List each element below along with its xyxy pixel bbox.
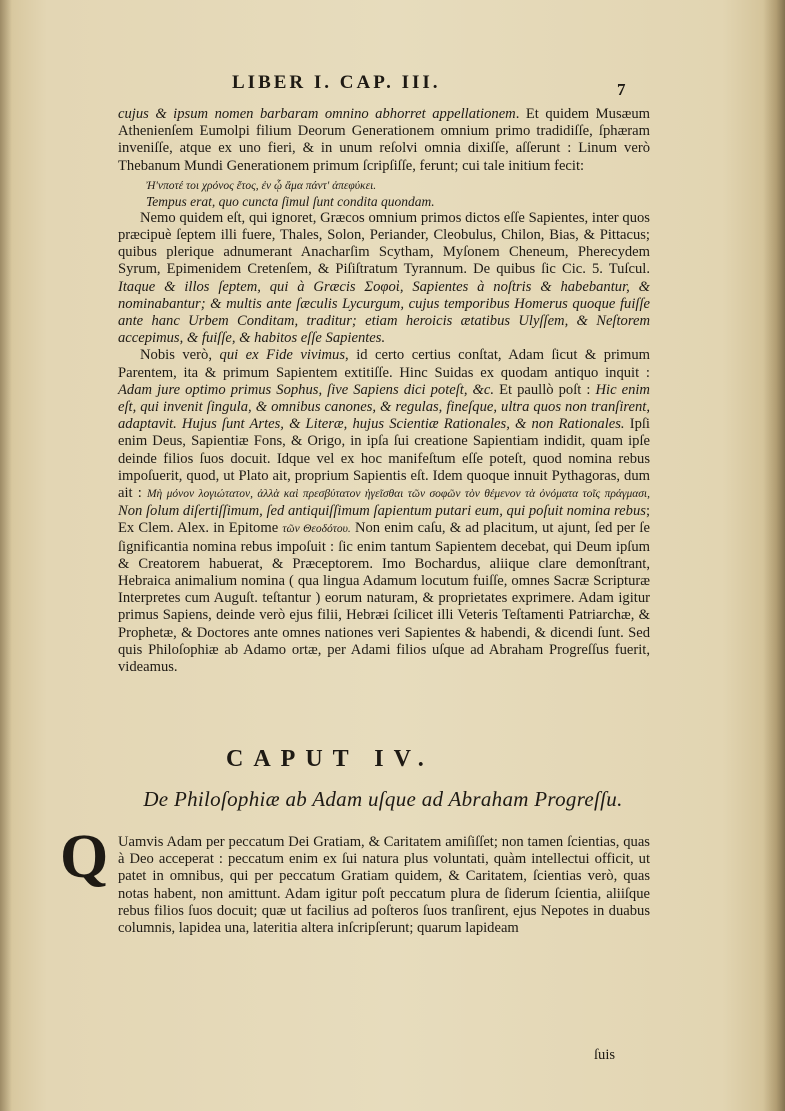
p3-text-a: Nobis verò, xyxy=(140,347,212,364)
theodotus-greek: τῶν Θεοδότου. xyxy=(282,523,351,536)
paragraph-2-text: Nemo quidem eſt, qui ignoret, Græcos omnium primos dictos eſſe Sapientes, inter quos præcipuè ſeptem illi fuere, Thales, Solon, Periander, Cleobulus, Chilon, Bias, & Pittacus; quibus plerique adnumerant Anacharſim Scytham, Myſonem Cheneum, Pherecydem Syrum, Epimenidem Cretenſem, & Piſiſtratum Tyrannum. De quibus ſic Cic. 5. Tuſcul. xyxy=(118,209,650,278)
p3-text-g: Ipſi enim Deus, Sapientiæ Fons, & Origo, in ipſa ſui creatione Sapientiam indidit, quam ipſe deinde filios ſuos docuit. Idque vel ex hoc manifeſtum eſſe poteſt, quod nomina rebus impoſuerit, quod, ut Plato ait, proprium Sapientis eſt. Idem quoque innuit Pythagoras, dum ait : xyxy=(118,416,650,502)
cicero-quote: Itaque & illos ſeptem, qui à Græcis Σοφοὶ, Sapientes à noſtris & habebantur, & nominabantur; & multis ante ſæculis Lycurgum, cujus temporibus Homerus quoque fuiſſe ante hanc Urbem Conditam, traditur; etiam heroicis ætatibus Ulyſſem, & Neſtorem accepimus, & fuiſſe, & habitos eſſe Sapientes. xyxy=(118,278,650,347)
chapter-body xyxy=(118,834,650,937)
p3-text-c: , id certo certius conſtat, Adam ſicut & primum Parentem, ita & primum Sapientem extitiſſe. Hinc Suidas ex quodam antiquo inquit : xyxy=(118,347,650,381)
page-number: 7 xyxy=(617,80,626,99)
chapter-subtitle: De Philoſophiæ ab Adam uſque ad Abraham Progreſſu. xyxy=(143,787,623,811)
p3-text-j: Non enim caſu, & ad placitum, ut ajunt, ſed per ſe ſignificantia nomina rebus impoſuit : ſic enim tantum Sapientem decebat, qui Deum ipſum & Creatorem habuerat, & Præceptorem. Imo Bochardus, aliique clare demonſtrant, Hebraica animalium nomina ( qua lingua Adamum locutum fuiſſe, omnes Sacræ Scripturæ Interpretes cum Auguſt. teſtantur ) eorum naturam, & proprietates exprimere. Adam igitur primus Sapiens, deinde verò ejus filii, Hebræi ſcilicet illi Veteris Teſtamenti Patriarchæ, & Prophetæ, & Doctores ante omnes nationes veri Sapientes & habendi, & dicendi ſunt. Sed quis Philoſophiæ ab Adamo ortæ, per Adami filios uſque ad Abraham Progreſſus fuerit, videamus. xyxy=(118,520,650,676)
chapter-heading: CAPUT IV. xyxy=(226,746,434,772)
pythagoras-greek: Μὴ μόνον λογιώτατον, ἀλλὰ καὶ πρεσβύτατον ἡγεῖσθαι τῶν σοφῶν τὸν θέμενον τὰ ὀνόματα τοῖς πράγμασι, xyxy=(146,488,650,501)
catchword: ſuis xyxy=(594,1047,616,1063)
p3-text-e: Et paullò poſt : xyxy=(499,381,591,398)
chapter-paragraph-1: Uamvis Adam per peccatum Dei Gratiam, & Caritatem amiſiſſet; non tamen ſcientias, quas à Deo acceperat : peccatum enim ex ſui natura plus voluntati, quàm intellectui officit, ut patet in omnibus, qui per peccatum Gratiam quidem, & Caritatem, ſcientias verò, quas notas habent, non amittunt. Adam igitur poſt peccatum plura de ſiderum ſcientia, aliiſque rebus filios ſuos docuit; quæ ut facilius ad poſteros ſuos tranſirent, ejus Nepotes in duabus columnis, lapidea una, lateritia altera inſcripſerunt; quarum lapideam xyxy=(118,834,650,937)
section-body xyxy=(118,106,650,676)
verse-quote xyxy=(146,178,650,210)
verse-latin: Tempus erat, quo cuncta ſimul ſunt condita quondam. xyxy=(146,193,435,209)
suidas-quote: Adam jure optimo primus Sophus, ſive Sapiens dici poteſt, &c. xyxy=(118,381,495,398)
paragraph-1 xyxy=(118,106,650,175)
pythagoras-latin: Non ſolum diſertiſſimum, ſed antiquiſſimum ſapientum putari eum, qui poſuit nomina rebus xyxy=(118,503,646,520)
opening-phrase: cujus & ipsum nomen barbaram omnino abhorret appellationem xyxy=(118,106,516,122)
p3-text-i: ; Ex Clem. Alex. in Epitome xyxy=(118,503,650,537)
paragraph-2 xyxy=(118,210,650,348)
suidas-quote-2: Hic enim eſt, qui invenit ſingula, & omnibus canones, & regulas, fineſque, ultra quos non tranſirent, adaptavit. Hujus ſunt Artes, & Literæ, hujus Scientiæ Rationales, & non Rationales. xyxy=(118,381,650,433)
paragraph-3 xyxy=(118,347,650,676)
drop-cap: Q xyxy=(60,823,109,891)
running-head: LIBER I. CAP. III. xyxy=(232,72,441,93)
paragraph-1-text: . Et quidem Musæum Athenienſem Eumolpi filium Deorum Generationem omnium primo tradidiſſe, ſphæram inveniſſe, atque ex uno fieri, & in unum reſolvi omnia dixiſſe, aſſerunt : Linum verò Thebanum Mundi Generationem primum ſcripſiſſe, ferunt; cui tale initium fecit: xyxy=(118,106,651,174)
verse-greek: Ἠ'νποτέ τοι χρόνος ἔτος, ἐν ᾧ ἅμα πάντ' ἀπεφύκει. xyxy=(146,179,377,192)
page-edge-shadow xyxy=(763,0,785,1111)
page-gutter-shadow xyxy=(0,0,12,1111)
p3-text-b: qui ex Fide vivimus xyxy=(219,347,346,364)
